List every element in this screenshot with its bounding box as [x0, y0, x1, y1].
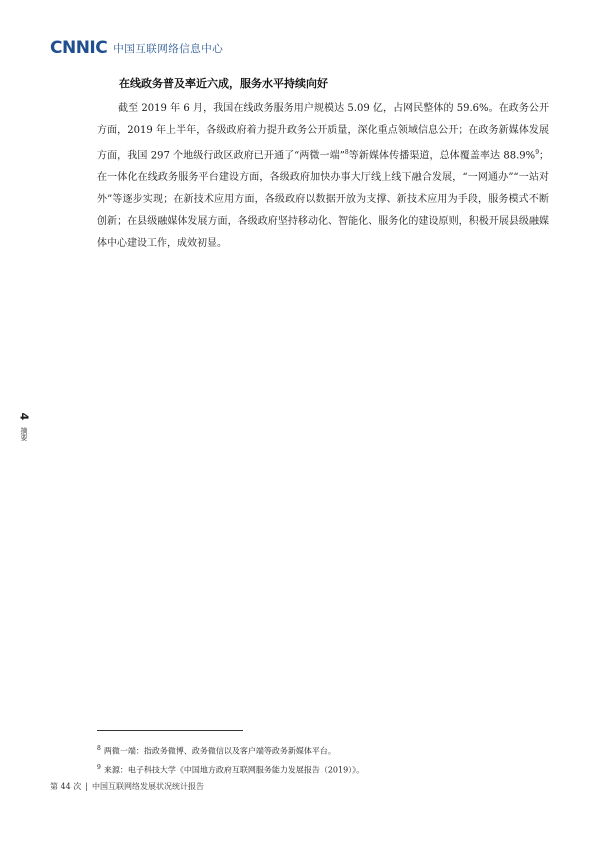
paragraph-text-part-3: ；在一体化在线政务服务平台建设方面，各级政府加快办事大厅线上线下融合发展，“一网通办”“一站对外”等逐步实现；在新技术应用方面，各级政府以数据开放为支撑、新技术应用为手段，服务模式不断创新；在县级融媒体发展方面，各级政府坚持移动化、智能化、服务化的建设原则，积极开展县级融媒体中心建设工作，成效初显。: [97, 150, 550, 250]
header-logo: [50, 38, 223, 58]
footnote-mark: 8: [97, 745, 101, 752]
cnnic-logo-mark: CNNIC: [50, 38, 108, 58]
footer-separator: |: [85, 782, 88, 791]
footnote-divider: [97, 730, 243, 731]
paragraph-text-part-2: 等新媒体传播渠道，总体覆盖率达 88.9%: [348, 150, 536, 162]
cnnic-logo-text: 中国互联网络信息中心: [113, 42, 224, 55]
footnote-text: 两微一端：指政务微博、政务微信以及客户端等政务新媒体平台。: [103, 746, 336, 756]
footnote-8: [97, 743, 336, 758]
footnote-ref-9[interactable]: 9: [535, 149, 540, 156]
footnote-ref-8[interactable]: 8: [344, 149, 349, 156]
chapter-number: 4: [17, 412, 31, 421]
footnote-mark: 9: [97, 764, 101, 771]
body-paragraph: [97, 98, 549, 255]
chapter-label: 摘要: [20, 427, 28, 441]
footnote-9: [97, 762, 364, 777]
report-title: 中国互联网络发展状况统计报告: [91, 782, 204, 791]
paragraph-text-part-1: 截至 2019 年 6 月，我国在线政务服务用户规模达 5.09 亿，占网民整体的 59.6%。在政务公开方面，2019 年上半年，各级政府着力提升政务公开质量，深化重点领域信息公开；在政务新媒体发展方面，我国 297 个地级行政区政府已开通了“两微一端”: [97, 103, 549, 162]
page-number: 第 44 次: [50, 782, 82, 791]
chapter-side-label: [16, 410, 32, 441]
page-footer: [50, 781, 204, 792]
footnote-text: 来源：电子科技大学《中国地方政府互联网服务能力发展报告（2019）》。: [103, 765, 365, 775]
section-title: 在线政务普及率近六成，服务水平持续向好: [119, 77, 328, 90]
